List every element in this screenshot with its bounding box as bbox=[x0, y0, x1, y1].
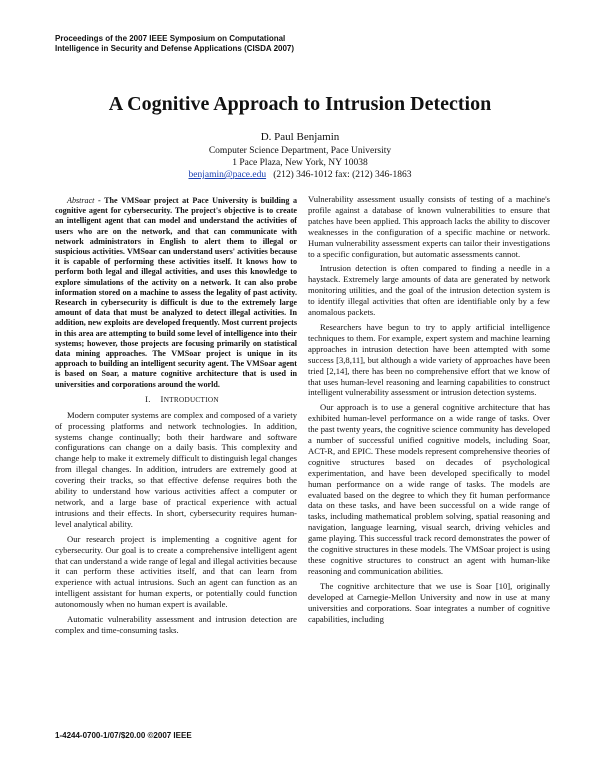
proceedings-header bbox=[55, 34, 385, 54]
section-title-initial: I bbox=[160, 393, 164, 404]
author-affiliation: Computer Science Department, Pace University bbox=[208, 146, 392, 156]
author-block bbox=[0, 130, 600, 181]
left-paragraph: Automatic vulnerability assessment and intrusion detection are complex and time-consuming tasks. bbox=[55, 614, 297, 635]
author-phone-fax: (212) 346-1012 fax: (212) 346-1863 bbox=[273, 170, 412, 180]
paper-title: A Cognitive Approach to Intrusion Detection bbox=[108, 93, 492, 115]
right-paragraph: Vulnerability assessment usually consists of testing of a machine's profile against a database of known vulnerabilities to ensure that patches have been applied. This approach lacks the ability to discover weaknesses in the configuration of a specific machine or network. Human vulnerability assessment experts can tailor their investigations to a specific configuration, but automatic assessments cannot. bbox=[308, 194, 550, 259]
right-paragraph: Researchers have begun to try to apply artificial intelligence techniques to them. For example, expert system and machine learning approaches in intrusion detection have been attempted with some success [3,8,11], but although a wide variety of approaches have been tried [2,14], there has been no comprehensive effort that we know of that uses human-level reasoning and learning capabilities to construct intelligent vulnerability assessment or intrusion detection systems. bbox=[308, 321, 550, 398]
proceedings-line-1: Proceedings of the 2007 IEEE Symposium on Computational bbox=[55, 34, 286, 43]
right-paragraph: The cognitive architecture that we use is Soar [10], originally developed at Carnegie-Mellon University and now in use at many universities and corporations. Soar integrates a number of cognitive capabilities, including bbox=[308, 580, 550, 624]
proceedings-line-2: Intelligence in Security and Defense Applications (CISDA 2007) bbox=[55, 44, 295, 53]
author-address: 1 Pace Plaza, New York, NY 10038 bbox=[232, 158, 368, 168]
section-numeral: I. bbox=[145, 393, 151, 404]
section-heading-introduction bbox=[55, 394, 297, 406]
left-paragraph: Our research project is implementing a cognitive agent for cybersecurity. Our goal is to create a comprehensive intelligent agent that can understand a wide range of legal and illegal activities because it can perform these activities itself, and that can learn from experience with actual intrusions. Such an agent can function as an intelligent assistant for human experts, or potentially could function autonomously when no human expert is available. bbox=[55, 533, 297, 610]
right-paragraph: Intrusion detection is often compared to finding a needle in a haystack. Extremely large amounts of data are generated by network monitoring utilities, and the goal of the intrusion detection system is to identify illegal activities that often are identifiable only by a few anomalous packets. bbox=[308, 263, 550, 318]
right-column bbox=[308, 194, 550, 628]
left-column bbox=[55, 196, 297, 640]
section-title-rest: NTRODUCTION bbox=[163, 395, 219, 404]
author-contact bbox=[0, 169, 600, 181]
right-paragraph: Our approach is to use a general cognitive architecture that has exhibited human-level performance on a wide range of tasks. Over the past twenty years, the cognitive science community has developed a number of successful unified cognitive models, including Soar, ACT-R, and EPIC. These models represent comprehensive theories of cognitive structures based on decades of psychological experimentation, and have been developed specifically to model human performance on a wide range of tasks. The models are evaluated based on the degree to which they fit human performance data on these tasks, and have been successful on a wide range of tasks, including mathematical problem solving, spatial reasoning and navigation, language learning, visual search, driving vehicles and game playing. This successful track record demonstrates the power of the cognitive structures in these models. The VMSoar project is using these cognitive structures to construct an agent with human-like reasoning and communication abilities. bbox=[308, 402, 550, 576]
copyright-footer: 1-4244-0700-1/07/$20.00 ©2007 IEEE bbox=[55, 731, 192, 740]
left-paragraph: Modern computer systems are complex and composed of a variety of processing platforms and network technologies. In addition, systems change continually; both their hardware and software configurations can change on a daily basis. This complexity and change help to make it extremely difficult to distinguish legal changes from illegal changes. In addition, intruders are extremely good at covering their tracks, so that effective defense requires both the ability to understand how various activities affect a computer or network, and a large base of practical experience with actual intrusions and their effects. In short, cybersecurity requires human-level analytical ability. bbox=[55, 409, 297, 529]
abstract-text: - The VMSoar project at Pace University is building a cognitive agent for cybersecurity. The project's objective is to create an intelligent agent that can model and understand the activities of users who are on the network, and that can communicate with network administrators in English to alert them to illegal or suspicious activities. VMSoar can understand users' activities because it is capable of performing these activities itself. It knows how to perform both legal and illegal activities, and uses this knowledge to explore simulations of the activity on a network. It can also probe information stored on a machine to assess the legality of past activity. Research in cybersecurity is difficult is due to the extremely large amount of data that must be analyzed to detect illegal activities. In addition, new exploits are developed frequently. Most current projects in this area are attempting to build some level of intelligence into their systems; however, those projects are focusing primarily on statistical data mining approaches. The VMSoar project is unique in its approach to building an intelligent security agent. The VMSoar agent is based on Soar, a mature cognitive architecture that is used in universities and corporations around the world. bbox=[55, 196, 297, 389]
abstract bbox=[55, 196, 297, 390]
author-email-link[interactable]: benjamin@pace.edu bbox=[188, 170, 267, 180]
author-name: D. Paul Benjamin bbox=[260, 131, 340, 143]
abstract-label: Abstract bbox=[67, 196, 95, 205]
